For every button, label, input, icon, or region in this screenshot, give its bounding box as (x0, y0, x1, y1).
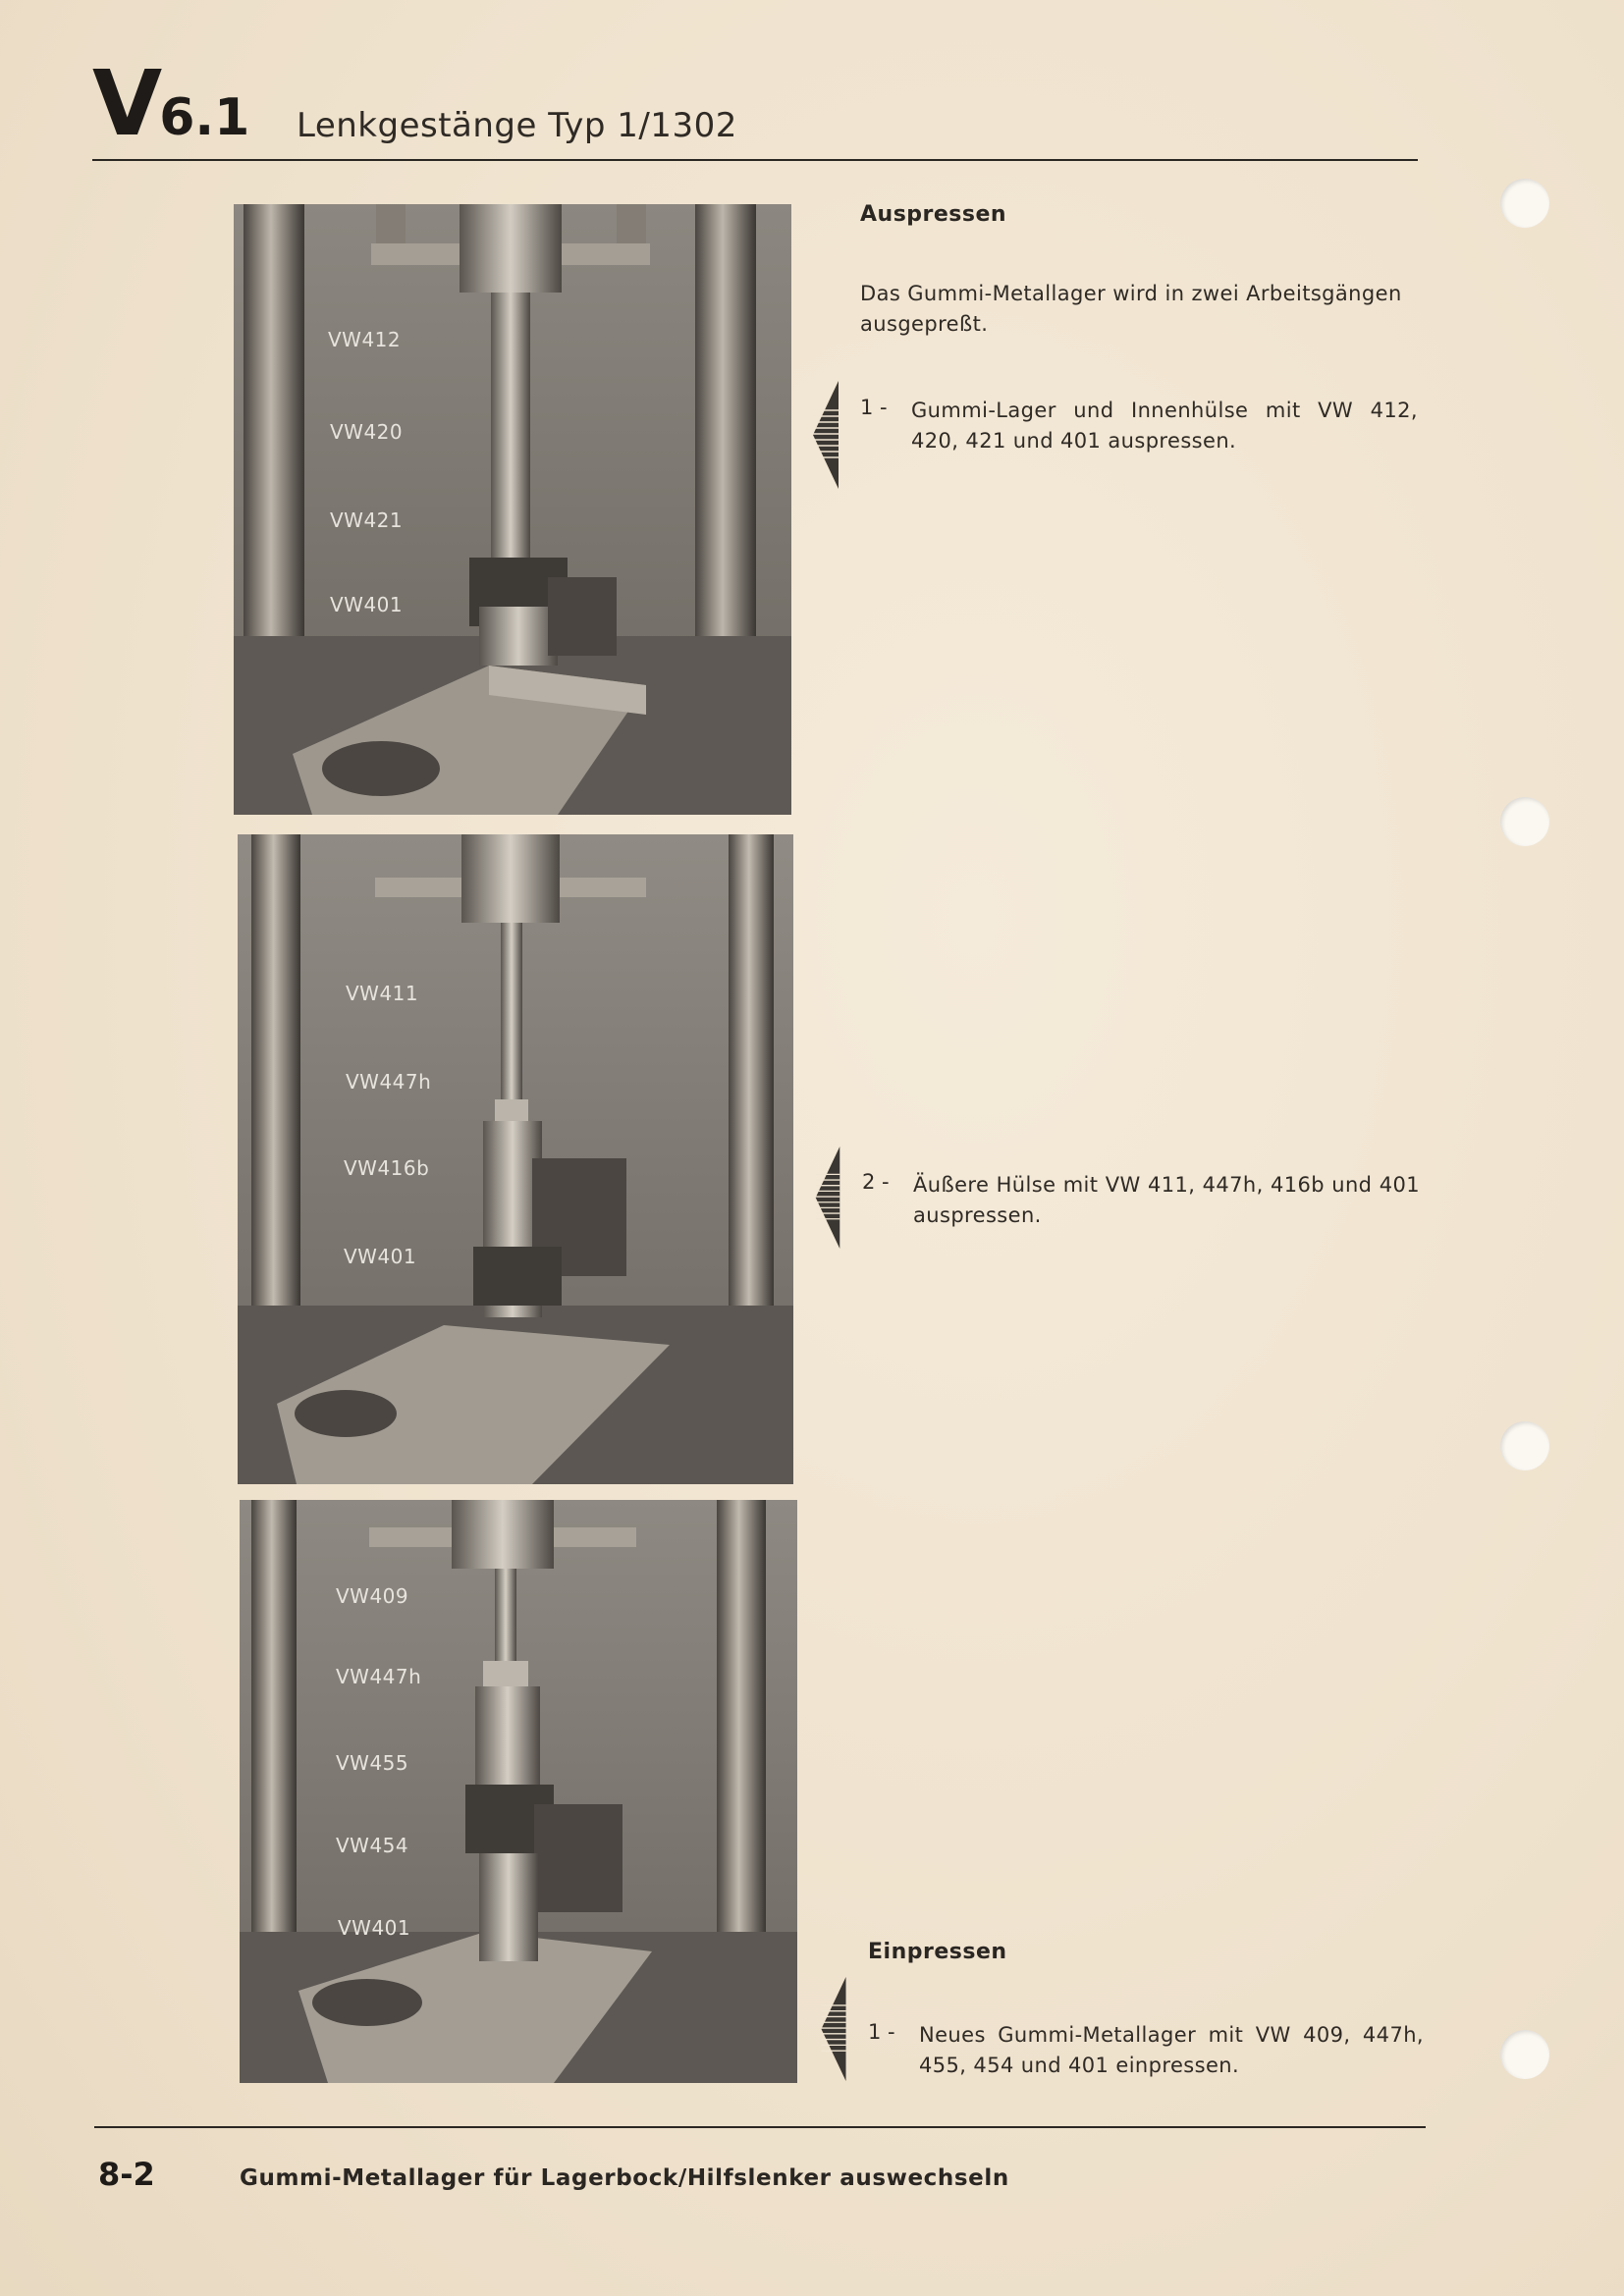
section-code-number: 6.1 (159, 88, 250, 147)
auspressen-step-1 (860, 396, 1418, 456)
punch-hole (1500, 2030, 1549, 2079)
press-photo-1 (234, 204, 791, 815)
step-text: Gummi-Lager und Innenhülse mit VW 412, 420, 421 und 401 auspressen. (911, 399, 1418, 453)
header-rule (92, 159, 1418, 161)
punch-hole (1500, 1421, 1549, 1470)
punch-hole (1500, 797, 1549, 846)
photo3-label-vw409: VW409 (336, 1584, 409, 1608)
photo3-label-vw454: VW454 (336, 1834, 409, 1857)
punch-hole (1500, 179, 1549, 228)
page-number: 8-2 (98, 2156, 155, 2193)
press-photo-1-image (234, 204, 791, 815)
einpressen-step-1 (868, 2020, 1424, 2081)
section-code (92, 51, 249, 156)
step-text: Äußere Hülse mit VW 411, 447h, 416b und 401 auspressen. (913, 1173, 1420, 1227)
photo1-label-vw421: VW421 (330, 508, 404, 532)
section-code-letter: V (92, 51, 160, 156)
photo2-label-vw411: VW411 (346, 982, 419, 1005)
intro-paragraph: Das Gummi-Metallager wird in zwei Arbeitsgängen ausgepreßt. (860, 282, 1402, 336)
heading-auspressen: Auspressen (860, 202, 1007, 227)
step-marker-icon (813, 381, 839, 489)
step-number: 2 - (862, 1170, 890, 1194)
photo1-label-vw420: VW420 (330, 420, 404, 444)
photo3-label-vw401: VW401 (338, 1916, 411, 1940)
photo3-label-vw455: VW455 (336, 1751, 409, 1775)
photo1-label-vw412: VW412 (328, 328, 402, 351)
photo2-label-vw401: VW401 (344, 1245, 417, 1268)
photo3-label-vw447h: VW447h (336, 1665, 422, 1688)
press-photo-2 (238, 834, 793, 1484)
step-number: 1 - (868, 2020, 895, 2044)
step-marker-icon (815, 1147, 840, 1249)
footer-rule (94, 2126, 1426, 2128)
auspressen-step-2 (862, 1170, 1420, 1231)
footer-title: Gummi-Metallager für Lagerbock/Hilfslenker auswechseln (240, 2165, 1009, 2191)
press-photo-3 (240, 1500, 797, 2083)
step-marker-icon (821, 1977, 846, 2081)
press-photo-2-image (238, 834, 793, 1484)
step-number: 1 - (860, 396, 888, 419)
photo1-label-vw401: VW401 (330, 593, 404, 616)
press-photo-3-image (240, 1500, 797, 2083)
heading-einpressen: Einpressen (868, 1940, 1007, 1964)
step-text: Neues Gummi-Metallager mit VW 409, 447h, 455, 454 und 401 einpressen. (919, 2023, 1424, 2077)
page-title: Lenkgestänge Typ 1/1302 (297, 106, 737, 145)
photo2-label-vw447h: VW447h (346, 1070, 432, 1094)
photo2-label-vw416b: VW416b (344, 1156, 430, 1180)
